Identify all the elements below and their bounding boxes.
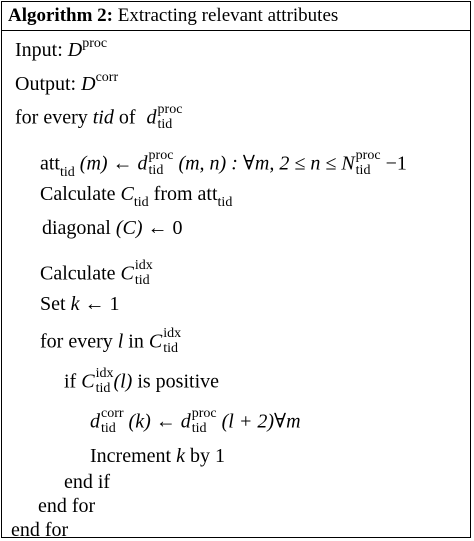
line-for-tid: for every tid of d proc tid — [15, 102, 183, 132]
algorithm-box — [1, 1, 471, 541]
line-end-for-inner: end for — [38, 495, 96, 517]
line-if-positive: if C idx tid (l) is positive — [64, 366, 220, 396]
algorithm-title: Extracting relevant attributes — [117, 5, 339, 26]
algorithm-label: Algorithm 2: — [8, 5, 114, 26]
line-increment: Increment k by 1 — [90, 445, 225, 467]
line-calculate-cidx: Calculate C idx tid — [40, 258, 153, 288]
line-diagonal: diagonal (C) ← 0 — [42, 217, 183, 239]
algorithm-header — [2, 2, 470, 31]
line-input: Input: $D^{proc}$ — [15, 36, 108, 61]
line-set-k: Set k ← 1 — [40, 293, 120, 315]
line-assign: d corr tid (k) ← d proc tid (l + 2)∀m — [90, 406, 301, 436]
line-calculate-c: Calculate $C_{tid}$ from att$_{tid}$ — [40, 183, 233, 210]
line-for-l: for every l in C idx tid — [40, 326, 182, 356]
algorithm-caption — [8, 5, 338, 27]
line-end-for-outer: end for — [11, 519, 69, 541]
line-output: Output: $D^{corr}$ — [15, 70, 119, 95]
line-att: att$_{tid}$ (m) ← d proc tid (m, n) : ∀m, 2 ≤ n ≤ N proc tid −1 — [40, 148, 407, 180]
line-end-if: end if — [64, 471, 111, 493]
